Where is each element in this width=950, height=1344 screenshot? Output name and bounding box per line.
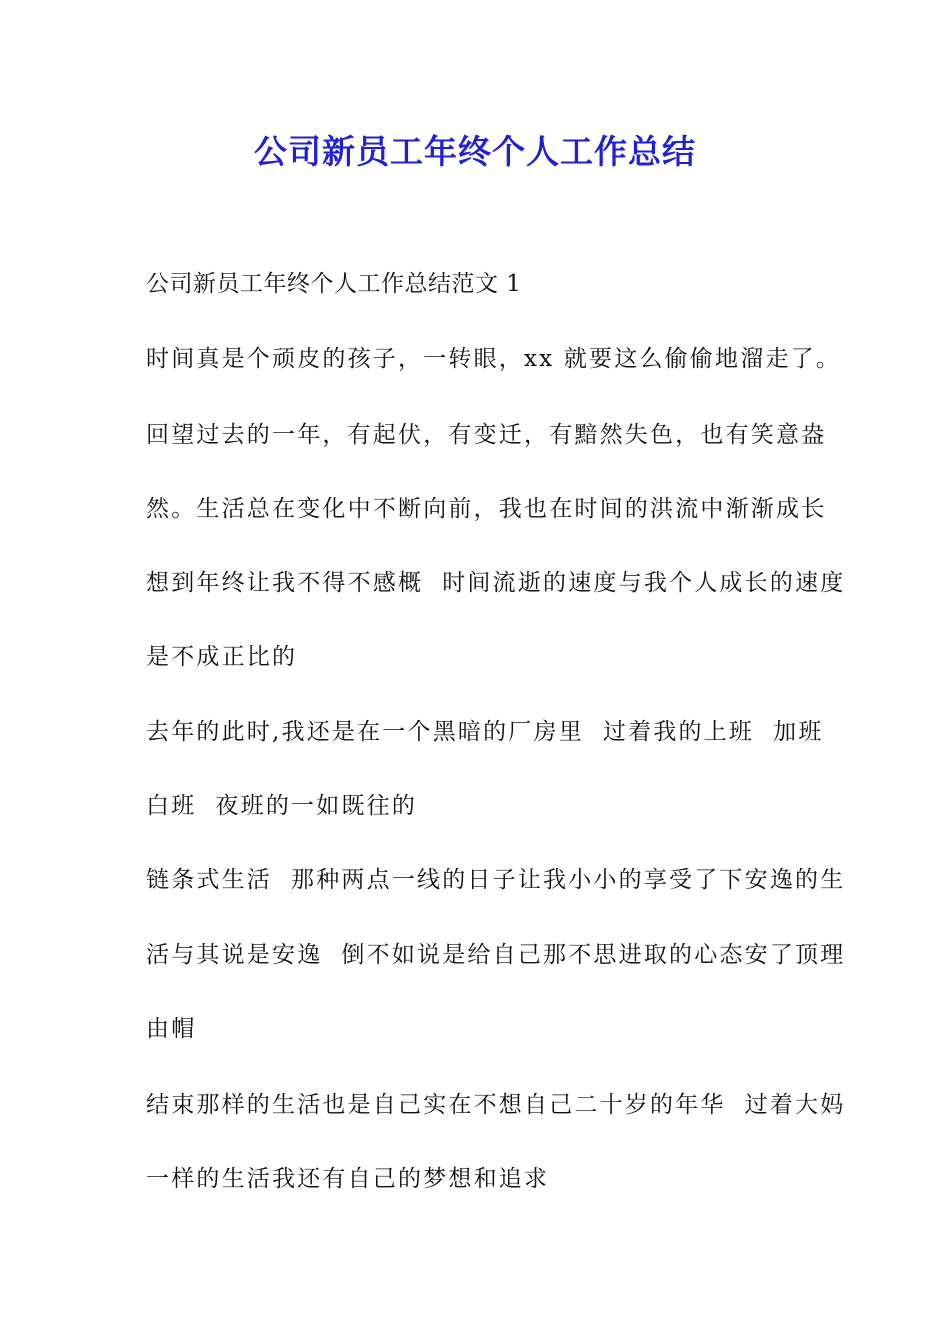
body-line-9: 活与其说是安逸 倒不如说是给自己那不思进取的心态安了顶理: [146, 942, 846, 968]
body-line-12: 一样的生活我还有自己的梦想和追求: [146, 1166, 550, 1192]
document-title: 公司新员工年终个人工作总结: [254, 132, 696, 171]
body-line-5: 是不成正比的: [146, 644, 298, 670]
body-line-2: 回望过去的一年，有起伏，有变迁，有黯然失色，也有笑意盎: [146, 422, 827, 448]
body-line-8: 链条式生活 那种两点一线的日子让我小小的享受了下安逸的生: [146, 867, 846, 893]
body-line-1: 时间真是个顽皮的孩子，一转眼，xx 就要这么偷偷地溜走了。: [146, 346, 842, 372]
body-line-10: 由帽: [146, 1016, 197, 1042]
body-line-6: 去年的此时,我还是在一个黑暗的厂房里 过着我的上班 加班: [146, 719, 824, 745]
body-line-4: 想到年终让我不得不感概 时间流逝的速度与我个人成长的速度: [146, 570, 846, 596]
body-line-7: 白班 夜班的一如既往的: [146, 793, 418, 819]
body-line-3: 然。生活总在变化中不断向前，我也在时间的洪流中渐渐成长: [146, 496, 827, 522]
section-heading: 公司新员工年终个人工作总结范文 1: [146, 271, 522, 297]
body-line-11: 结束那样的生活也是自己实在不想自己二十岁的年华 过着大妈: [146, 1092, 846, 1118]
